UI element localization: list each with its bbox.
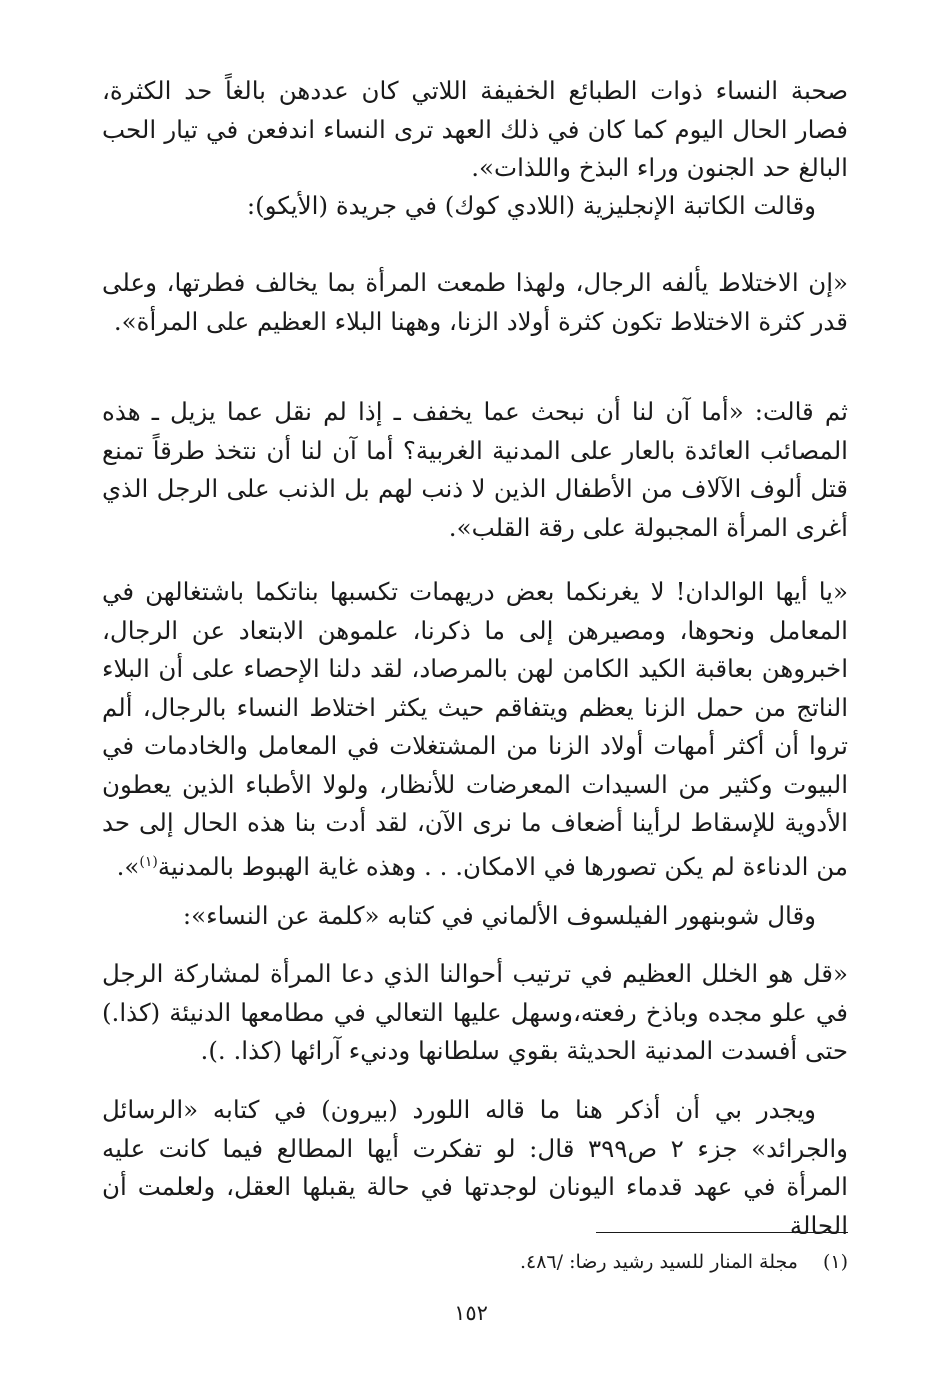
paragraph-schopenhauer-intro — [102, 897, 848, 936]
paragraph-lady-cook-intro — [102, 187, 848, 226]
paragraph-text: وقال شوبنهور الفيلسوف الألماني في كتابه «كلمة عن النساء»: — [182, 901, 816, 930]
footnote-divider — [596, 1232, 848, 1233]
footnote — [102, 1247, 848, 1277]
paragraph-text-tail: ». — [116, 851, 140, 881]
paragraph-lady-cook-quote — [102, 264, 848, 341]
footnote-reference[interactable]: (١) — [139, 853, 158, 870]
footnote-number: (١) — [822, 1251, 848, 1273]
paragraph-schopenhauer-quote — [102, 955, 848, 1071]
page-number: ١٥٢ — [454, 1301, 488, 1325]
paragraph-parents-warning — [102, 573, 848, 886]
footnote-text: مجلة المنار للسيد رشيد رضا: /٤٨٦. — [519, 1251, 798, 1273]
paragraph-text: «قل هو الخلل العظيم في ترتيب أحوالنا الذي دعا المرأة لمشاركة الرجل في علو مجده وباذخ رفعته،وسهل عليها التعالي في مطامعها الدنيئة (كذا.) حتى أفسدت المدنية الحديثة بقوي سلطانها ودنيء آرائها (كذا. .). — [102, 959, 848, 1065]
paragraph-text: وقالت الكاتبة الإنجليزية (اللادي كوك) في جريدة (الأيكو): — [246, 191, 816, 220]
paragraph-text: «إن الاختلاط يألفه الرجال، ولهذا طمعت المرأة بما يخالف فطرتها، وعلى قدر كثرة الاختلاط تكون كثرة أولاد الزنا، وههنا البلاء العظيم على المرأة». — [102, 268, 848, 336]
paragraph-then-she-said — [102, 393, 848, 547]
paragraph-continuation — [102, 72, 848, 188]
paragraph-text: صحبة النساء ذوات الطبائع الخفيفة اللاتي كان عددهن بالغاً حد الكثرة، فصار الحال اليوم كما كان في ذلك العهد ترى النساء اندفعن في تيار الحب البالغ حد الجنون وراء البذخ واللذات». — [102, 76, 848, 182]
paragraph-text: ويجدر بي أن أذكر هنا ما قاله اللورد (بيرون) في كتابه «الرسائل والجرائد» جزء ٢ ص٣٩٩ قال: لو تفكرت أيها المطالع فيما كانت عليه المرأة في عهد قدماء اليونان لوجدتها في حالة يقبلها العقل، ولعلمت أن الحالة — [102, 1095, 848, 1240]
paragraph-text: ثم قالت: «أما آن لنا أن نبحث عما يخفف ـ إذا لم نقل عما يزيل ـ هذه المصائب العائدة بالعار على المدنية الغربية؟ أما آن لنا أن نتخذ طرقاً تمنع قتل ألوف الآلاف من الأطفال الذين لا ذنب لهم بل الذنب على الرجل الذي أغرى المرأة المجبولة على رقة القلب». — [102, 397, 848, 542]
paragraph-text: «يا أيها الوالدان! لا يغرنكما بعض دريهمات تكسبها بناتكما باشتغالهن في المعامل ونحوها، ومصيرهن إلى ما ذكرنا، علموهن الابتعاد عن الرجال، اخبروهن بعاقبة الكيد الكامن لهن بالمرصاد، لقد دلنا الإحصاء على أن البلاء الناتج من حمل الزنا يعظم ويتفاقم حيث يكثر اختلاط النساء بالرجال، ألم تروا أن أكثر أمهات أولاد الزنا من المشتغلات في المعامل والخادمات في البيوت وكثير من السيدات المعرضات للأنظار، ولولا الأطباء الذين يعطون الأدوية للإسقاط لرأينا أضعاف ما نرى الآن، لقد أدت بنا هذه الحال إلى حد من الدناءة لم يكن تصورها في الامكان. . . وهذه غاية الهبوط بالمدنية — [102, 577, 848, 881]
paragraph-byron — [102, 1091, 848, 1245]
